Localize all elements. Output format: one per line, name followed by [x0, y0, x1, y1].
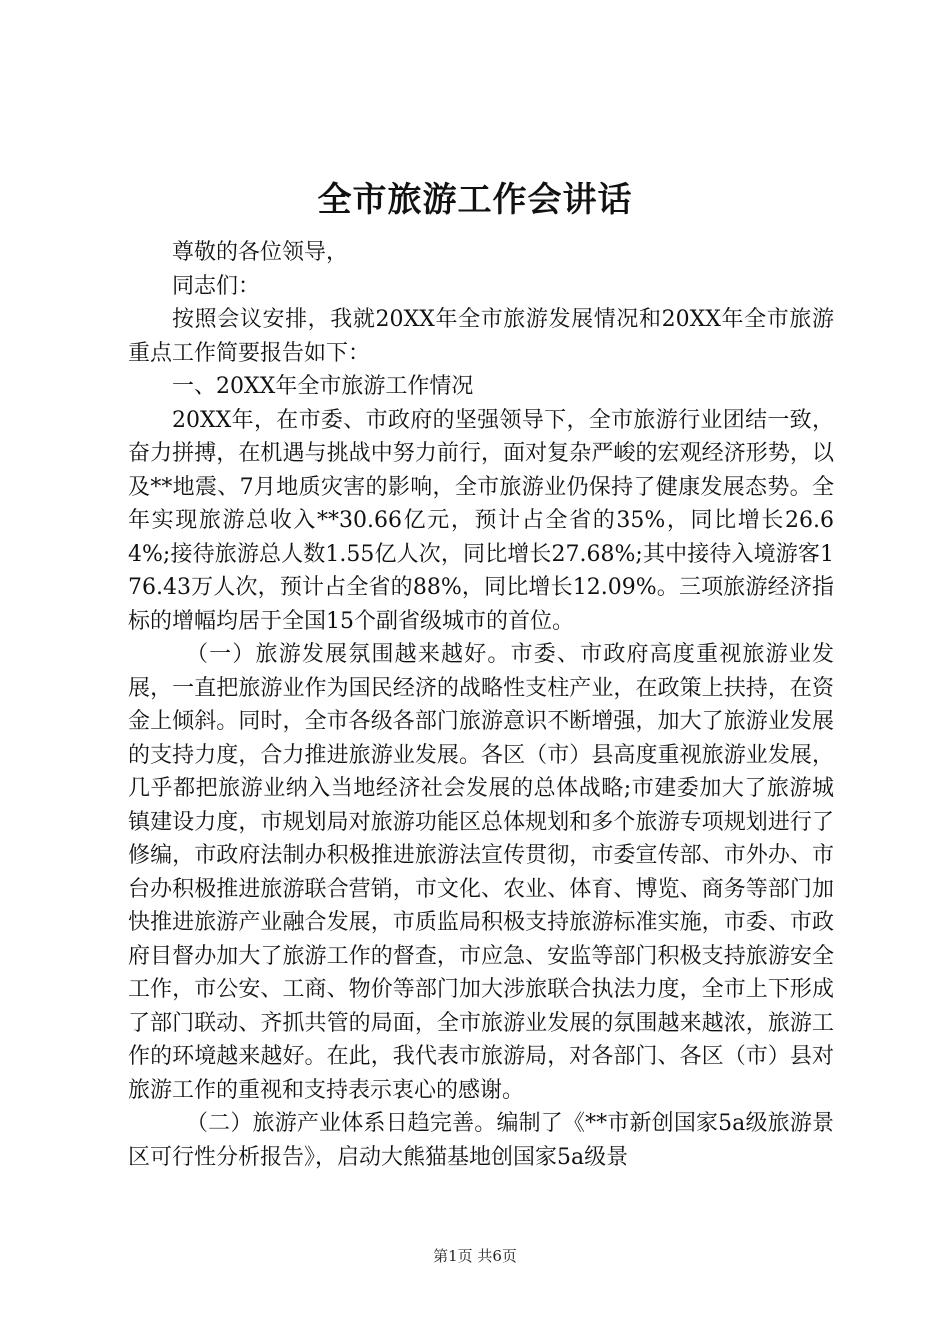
subsection-2-paragraph: （二）旅游产业体系日趋完善。编制了《**市新创国家5a级旅游景区可行性分析报告》，启动大熊猫基地创国家5a级景: [128, 1111, 834, 1170]
salutation-leaders: 尊敬的各位领导，: [172, 240, 349, 265]
intro-paragraph: 按照会议安排，我就20XX年全市旅游发展情况和20XX年全市旅游重点工作简要报告如下：: [128, 307, 834, 366]
document-title: 全市旅游工作会讲话: [317, 180, 633, 220]
salutation-comrades: 同志们：: [172, 273, 261, 299]
subsection-1-paragraph: （一）旅游发展氛围越来越好。市委、市政府高度重视旅游业发展，一直把旅游业作为国民经济的战略性支柱产业，在政策上扶持，在资金上倾斜。同时，全市各级各部门旅游意识不断增强，加大了旅游业发展的支持力度，合力推进旅游业发展。各区（市）县高度重视旅游业发展，几乎都把旅游业纳入当地经济社会发展的总体战略;市建委加大了旅游城镇建设力度，市规划局对旅游功能区总体规划和多个旅游专项规划进行了修编，市政府法制办积极推进旅游法宣传贯彻，市委宣传部、市外办、市台办积极推进旅游联合营销，市文化、农业、体育、博览、商务等部门加快推进旅游产业融合发展，市质监局积极支持旅游标准实施，市委、市政府目督办加大了旅游工作的督查，市应急、安监等部门积极支持旅游安全工作，市公安、工商、物价等部门加大涉旅联合执法力度，全市上下形成了部门联动、齐抓共管的局面，全市旅游业发展的氛围越来越浓，旅游工作的环境越来越好。在此，我代表市旅游局，对各部门、各区（市）县对旅游工作的重视和支持表示衷心的感谢。: [128, 642, 834, 1103]
summary-paragraph: 20XX年，在市委、市政府的坚强领导下，全市旅游行业团结一致，奋力拼搏，在机遇与挑战中努力前行，面对复杂严峻的宏观经济形势，以及**地震、7月地质灾害的影响，全市旅游业仍保持了健康发展态势。全年实现旅游总收入**30.66亿元，预计占全省的35%，同比增长26.64%;接待旅游总人数1.55亿人次，同比增长27.68%;其中接待入境游客176.43万人次，预计占全省的88%，同比增长12.09%。三项旅游经济指标的增幅均居于全国15个副省级城市的首位。: [128, 407, 834, 634]
page-number-footer: 第1页 共6页: [433, 1247, 517, 1265]
section-heading-1: 一、20XX年全市旅游工作情况: [172, 374, 474, 399]
document-body: [128, 236, 834, 1174]
